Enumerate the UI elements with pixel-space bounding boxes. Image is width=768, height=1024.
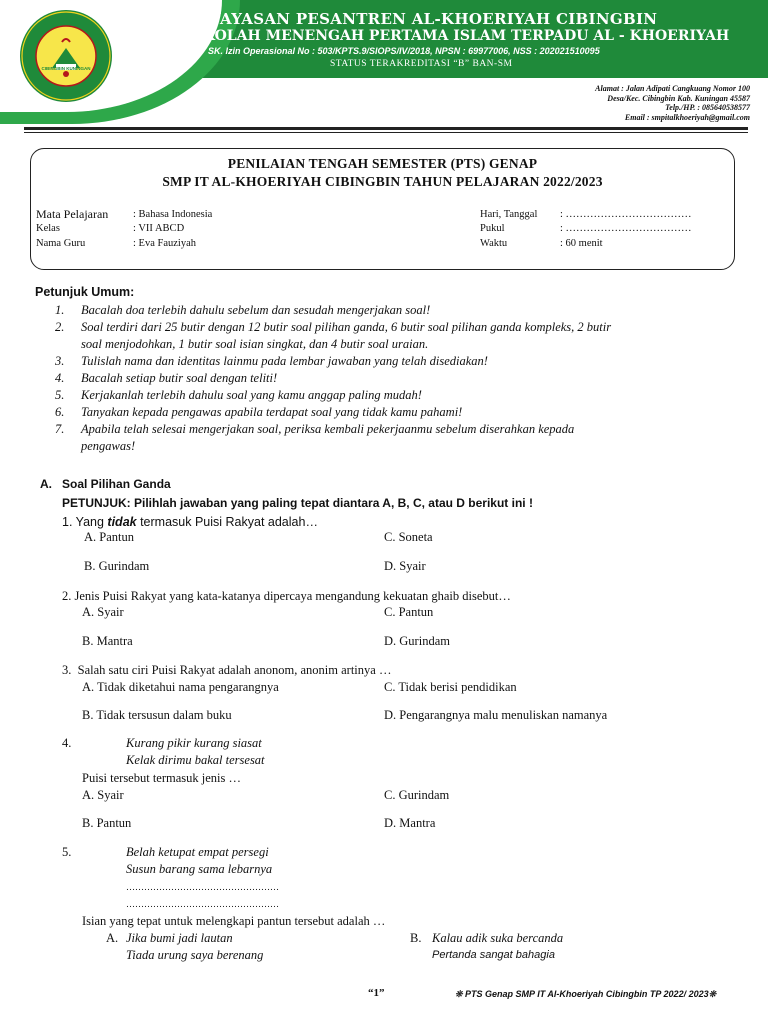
option-b-line[interactable]: Pertanda sangat bahagia [432,949,555,961]
question-5-number: 5. [62,845,72,859]
duration-value: : 60 menit [560,238,603,249]
time-label: Pukul [480,223,505,234]
option-d[interactable]: D. Mantra [384,816,436,830]
question-2: 2. Jenis Puisi Rakyat yang kata-katanya dipercaya mengandung kekuatan ghaib disebut… [62,589,511,603]
question-3: 3. Salah satu ciri Puisi Rakyat adalah anonom, anonim artinya … [62,663,392,677]
class-label: Kelas [36,223,60,234]
time-value: : ……………………………… [560,223,692,234]
foundation-name: YAYASAN PESANTREN AL-KHOERIYAH CIBINGBIN [210,10,658,28]
accreditation-line: STATUS TERAKREDITASI “B” BAN-SM [330,59,513,69]
blank-line: …………………………………………… [126,899,279,909]
option-a[interactable]: A. Tidak diketahui nama pengarangnya [82,680,279,694]
list-item: 7. Apabila telah selesai mengerjakan soal, periksa kembali pekerjaanmu sebelum diserahkan kepada [55,422,575,436]
option-b[interactable]: B. Mantra [82,634,133,648]
day-value: : ……………………………… [560,209,692,220]
instructions-list [55,302,755,455]
list-item: 5. Kerjakanlah terlebih dahulu soal yang kamu anggap paling mudah! [55,388,422,402]
question-1: 1. Yang tidak termasuk Puisi Rakyat adalah… [62,515,318,529]
exam-subtitle: SMP IT AL-KHOERIYAH CIBINGBIN TAHUN PELAJARAN 2022/2023 [162,174,603,189]
poem-line: Belah ketupat empat persegi [126,845,269,859]
list-item: pengawas! [81,439,136,453]
poem-line: Kurang pikir kurang siasat [126,736,262,750]
school-logo-icon [18,8,114,104]
address-line: Telp./HP. : 085640538577 [665,103,750,112]
option-b[interactable]: B. Pantun [82,816,132,830]
option-c[interactable]: C. Pantun [384,605,434,619]
option-d[interactable]: D. Pengarangnya malu menuliskan namanya [384,708,608,722]
poem-line: Susun barang sama lebarnya [126,862,273,876]
option-c[interactable]: C. Gurindam [384,788,450,802]
list-item: 6. Tanyakan kepada pengawas apabila terdapat soal yang tidak kamu pahami! [55,405,463,419]
header-divider-thick [24,127,748,130]
question-5: Isian yang tepat untuk melengkapi pantun tersebut adalah … [82,914,386,928]
logo-small-text: CIBINGBIN KUNINGAN [41,66,91,71]
subject-label: Mata Pelajaran [36,207,109,221]
header-divider-thin [24,132,748,133]
list-item: 2. Soal terdiri dari 25 butir dengan 12 butir soal pilihan ganda, 6 butir soal pilihan ganda kompleks, 2 butir [55,320,612,334]
exam-title: PENILAIAN TENGAH SEMESTER (PTS) GENAP [227,156,538,171]
option-b-label[interactable]: B. [410,931,422,945]
option-a[interactable]: A. Syair [82,788,124,802]
teacher-value: : Eva Fauziyah [133,238,196,249]
license-line: SK. Izin Operasional No : 503/KPTS.9/SIOPS/IV/2018, NPSN : 69977006, NSS : 202021510095 [208,46,600,56]
option-d[interactable]: D. Gurindam [384,634,450,648]
poem-line: Kelak dirimu bakal tersesat [126,753,265,767]
option-b[interactable]: B. Gurindam [84,559,150,573]
option-d[interactable]: D. Syair [384,559,426,573]
option-b-line[interactable]: Kalau adik suka bercanda [432,931,564,945]
option-a[interactable]: A. Pantun [84,530,134,544]
address-line: Email : smpitalkhoeriyah@gmail.com [624,112,750,122]
option-a-line[interactable]: Jika bumi jadi lautan [126,931,233,945]
option-a-line[interactable]: Tiada urung saya berenang [126,948,264,962]
subject-value: : Bahasa Indonesia [133,209,213,220]
section-a-directions: PETUNJUK: Pilihlah jawaban yang paling tepat diantara A, B, C, atau D berikut ini ! [62,496,533,510]
school-name: SEKOLAH MENENGAH PERTAMA ISLAM TERPADU AL - KHOERIYAH [182,28,730,44]
teacher-label: Nama Guru [36,238,86,249]
option-c[interactable]: C. Soneta [384,530,433,544]
section-a-heading: A. Soal Pilihan Ganda [40,477,171,491]
class-value: : VII ABCD [133,223,185,234]
duration-label: Waktu [480,238,508,249]
list-item: soal menjodohkan, 1 butir soal isian singkat, dan 4 butir soal uraian. [81,337,429,351]
day-label: Hari, Tanggal [480,209,538,220]
list-item: 4. Bacalah setiap butir soal dengan teliti! [55,371,278,385]
option-c[interactable]: C. Tidak berisi pendidikan [384,680,517,694]
instructions-heading: Petunjuk Umum: [35,285,135,299]
question-4: Puisi tersebut termasuk jenis … [82,771,242,785]
page-number: “1” [368,987,385,999]
list-item: 3. Tulislah nama dan identitas lainmu pada lembar jawaban yang telah disediakan! [55,354,488,368]
footer-text: ❊ PTS Genap SMP IT Al-Khoeriyah Cibingbin TP 2022/ 2023❊ [455,989,717,999]
question-4-number: 4. [62,736,72,750]
address-line: Desa/Kec. Cibingbin Kab. Kuningan 45587 [607,93,750,103]
option-a-label[interactable]: A. [106,931,119,945]
option-a[interactable]: A. Syair [82,605,124,619]
option-b[interactable]: B. Tidak tersusun dalam buku [82,708,232,722]
address-line: Alamat : Jalan Adipati Cangkuang Nomor 100 [595,84,750,93]
blank-line: …………………………………………… [126,882,279,892]
list-item: 1. Bacalah doa terlebih dahulu sebelum dan sesudah mengerjakan soal! [55,303,431,317]
school-address [595,84,750,122]
